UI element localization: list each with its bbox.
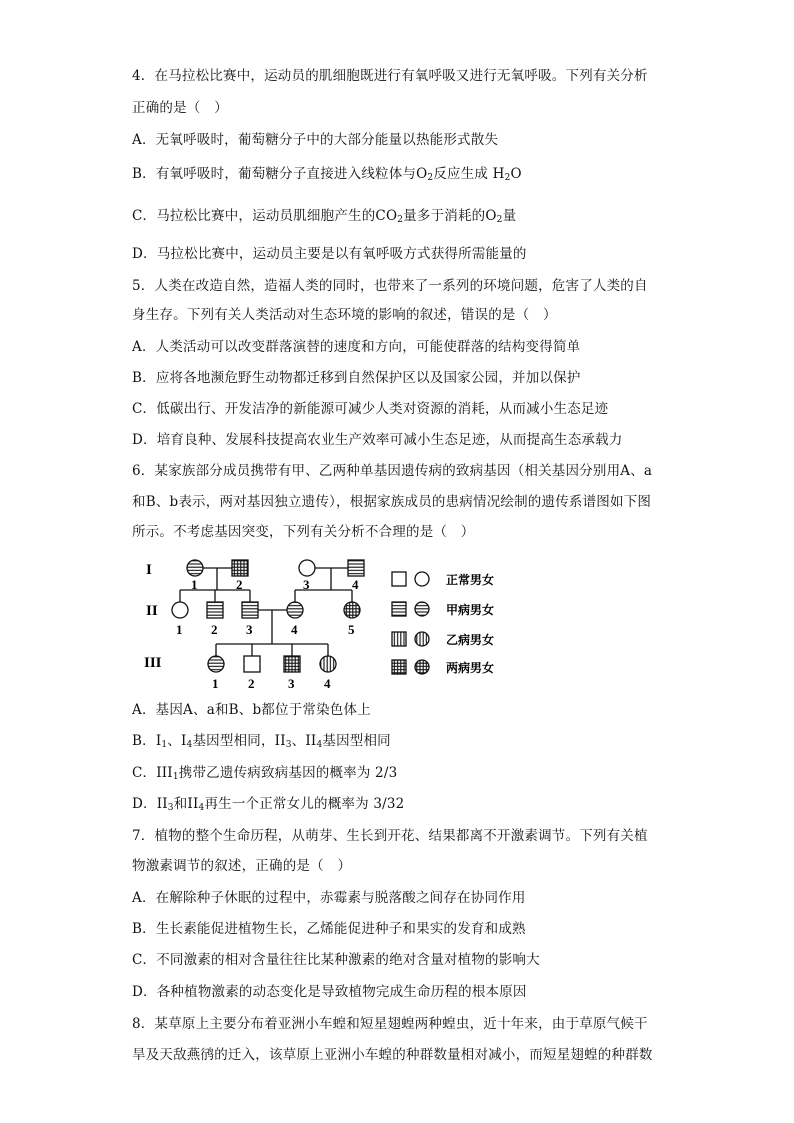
member-number: 4 bbox=[352, 577, 359, 592]
q7-stem-line1: 7．植物的整个生命历程，从萌芽、生长到开花、结果都离不开激素调节。下列有关植 bbox=[132, 828, 648, 844]
q5-option-a: A．人类活动可以改变群落演替的速度和方向，可能使群落的结构变得简单 bbox=[132, 339, 581, 355]
pedigree-lines bbox=[180, 568, 352, 656]
q7-option-d: D．各种植物激素的动态变化是导致植物完成生命历程的根本原因 bbox=[132, 984, 527, 1000]
generation-label-2: II bbox=[146, 603, 158, 619]
q7-stem-line2: 物激素调节的叙述，正确的是（ ） bbox=[132, 858, 352, 874]
member-number: 3 bbox=[303, 577, 310, 592]
q4-option-b: B．有氧呼吸时，葡萄糖分子直接进入线粒体与$O_2$反应生成 $H_2O$ bbox=[132, 166, 522, 183]
member-number: 1 bbox=[212, 676, 219, 691]
member-number: 2 bbox=[248, 676, 255, 691]
member-number: 3 bbox=[246, 622, 253, 637]
member-I1-female-disease-jia bbox=[187, 560, 203, 576]
member-number: 3 bbox=[288, 676, 295, 691]
q6-stem-line3: 所示。不考虑基因突变，下列有关分析不合理的是（ ） bbox=[132, 524, 475, 540]
q8-stem-line2: 旱及天敌燕鸻的迁入，该草原上亚洲小车蝗的种群数量相对减小，而短星翅蝗的种群数 bbox=[132, 1047, 653, 1063]
pedigree-diagram bbox=[140, 556, 520, 696]
member-III4-female-disease-yi bbox=[320, 656, 336, 672]
member-II1-female-normal bbox=[172, 602, 188, 618]
q6-option-c: C．$III_1$携带乙遗传病致病基因的概率为 2/3 bbox=[132, 765, 398, 782]
member-number: 1 bbox=[176, 622, 183, 637]
q4-option-c: C．马拉松比赛中，运动员肌细胞产生的$CO_2$量多于消耗的$O_2$量 bbox=[132, 208, 517, 225]
q5-stem-line1: 5．人类在改造自然，造福人类的同时，也带来了一系列的环境问题，危害了人类的自 bbox=[132, 278, 648, 294]
member-number: 4 bbox=[291, 622, 298, 637]
member-number: 1 bbox=[191, 577, 198, 592]
legend-both-female-icon bbox=[415, 660, 429, 674]
generation-label-1: I bbox=[146, 562, 152, 578]
legend-both-male-icon bbox=[392, 660, 406, 674]
q6-option-d: D．$II_3$和$II_4$再生一个正常女儿的概率为 3/32 bbox=[132, 796, 405, 813]
q6-stem-line1: 6．某家族部分成员携带有甲、乙两种单基因遗传病的致病基因（相关基因分别用A、a bbox=[132, 463, 653, 479]
legend-normal-female-icon bbox=[415, 572, 429, 586]
legend-normal-label: 正常男女 bbox=[446, 573, 495, 587]
q5-option-c: C．低碳出行、开发洁净的新能源可减少人类对资源的消耗，从而减小生态足迹 bbox=[132, 401, 609, 417]
q4-option-d: D．马拉松比赛中，运动员主要是以有氧呼吸方式获得所需能量的 bbox=[132, 246, 527, 262]
member-II2-male-disease-jia bbox=[207, 602, 223, 618]
generation-label-3: III bbox=[144, 655, 162, 671]
q4-stem-line1: 4．在马拉松比赛中，运动员的肌细胞既进行有氧呼吸又进行无氧呼吸。下列有关分析 bbox=[132, 68, 648, 84]
member-III1-female-disease-jia bbox=[208, 656, 224, 672]
q5-option-d: D．培育良种、发展科技提高农业生产效率可减小生态足迹，从而提高生态承载力 bbox=[132, 432, 623, 448]
q4-stem-line2: 正确的是（ ） bbox=[132, 100, 228, 116]
member-II3-male-disease-jia bbox=[242, 602, 258, 618]
legend-jia-female-icon bbox=[415, 602, 429, 616]
legend-normal-male-icon bbox=[392, 572, 406, 586]
q4-option-a: A．无氧呼吸时，葡萄糖分子中的大部分能量以热能形式散失 bbox=[132, 132, 499, 148]
legend-jia-male-icon bbox=[392, 602, 406, 616]
member-number: 2 bbox=[236, 577, 243, 592]
legend-jia-label: 甲病男女 bbox=[446, 603, 495, 617]
q8-stem-line1: 8．某草原上主要分布着亚洲小车蝗和短星翅蝗两种蝗虫，近十年来，由于草原气候干 bbox=[132, 1016, 648, 1032]
legend-yi-male-icon bbox=[392, 632, 406, 646]
q6-option-b: B．$I_1$、$I_4$基因型相同，$II_3$、$II_4$基因型相同 bbox=[132, 733, 391, 750]
q6-option-a: A．基因A、a和B、b都位于常染色体上 bbox=[132, 702, 371, 718]
q5-option-b: B．应将各地濒危野生动物都迁移到自然保护区以及国家公园，并加以保护 bbox=[132, 370, 581, 386]
member-I2-male-both-diseases bbox=[232, 560, 248, 576]
member-II5-female-both-diseases bbox=[344, 602, 360, 618]
member-III2-male-normal bbox=[244, 656, 260, 672]
member-number: 4 bbox=[324, 676, 331, 691]
q7-option-a: A．在解除种子休眠的过程中，赤霉素与脱落酸之间存在协同作用 bbox=[132, 890, 526, 906]
q7-option-b: B．生长素能促进植物生长，乙烯能促进种子和果实的发育和成熟 bbox=[132, 921, 526, 937]
q5-stem-line2: 身生存。下列有关人类活动对生态环境的影响的叙述，错误的是（ ） bbox=[132, 307, 557, 323]
legend-yi-label: 乙病男女 bbox=[446, 633, 495, 647]
member-number: 2 bbox=[211, 622, 218, 637]
q7-option-c: C．不同激素的相对含量往往比某种激素的绝对含量对植物的影响大 bbox=[132, 952, 540, 968]
member-number: 5 bbox=[348, 622, 355, 637]
legend-yi-female-icon bbox=[415, 632, 429, 646]
member-II4-female-disease-jia bbox=[287, 602, 303, 618]
member-I4-male-disease-jia bbox=[348, 560, 364, 576]
member-III3-male-both-diseases bbox=[284, 656, 300, 672]
q6-stem-line2: 和B、b表示，两对基因独立遗传），根据家族成员的患病情况绘制的遗传系谱图如下图 bbox=[132, 494, 652, 510]
legend-both-label: 两病男女 bbox=[446, 661, 495, 675]
member-I3-female-normal bbox=[299, 560, 315, 576]
